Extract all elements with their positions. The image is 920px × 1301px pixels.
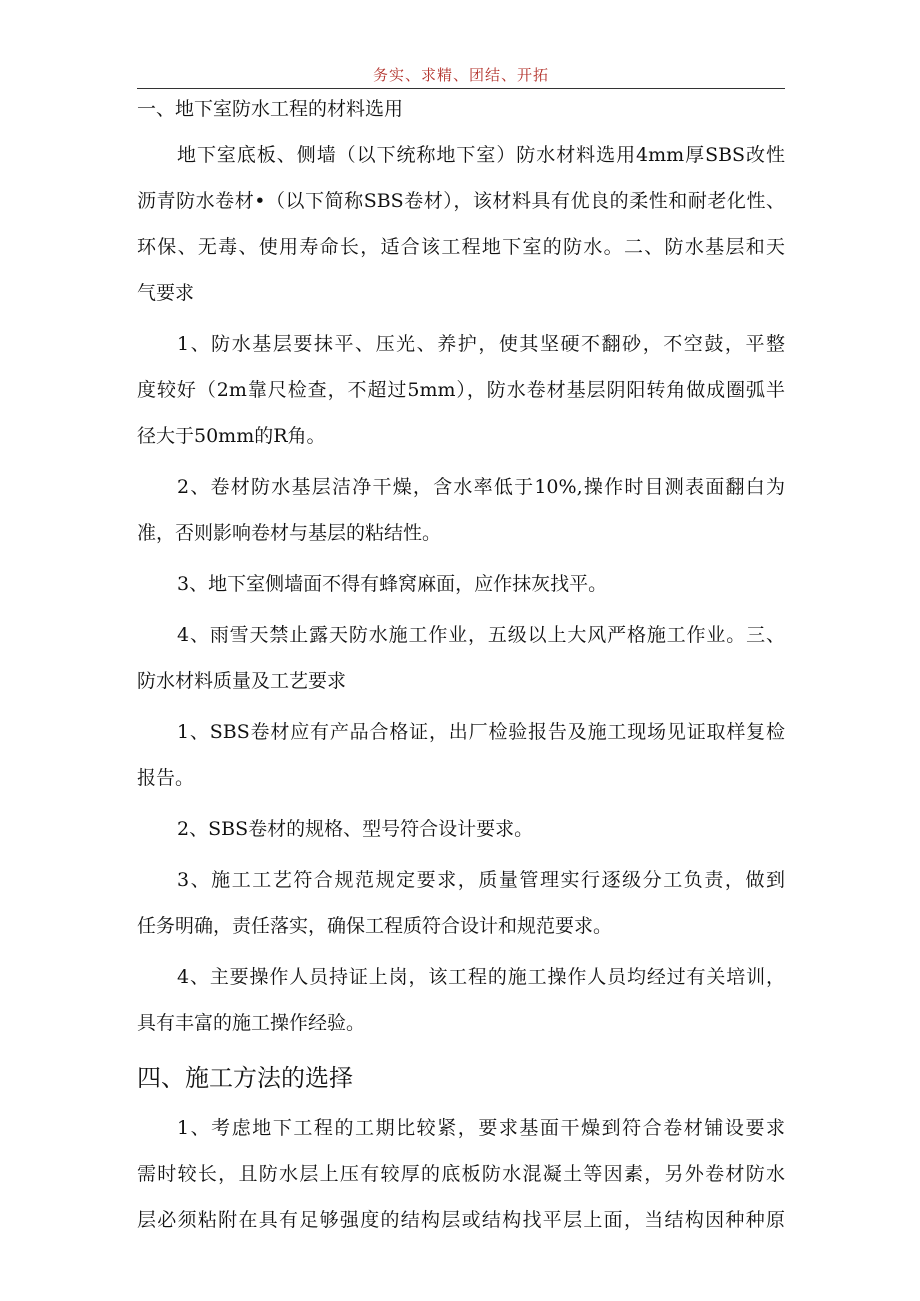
paragraph-line: 3、施工工艺符合规范规定要求，质量管理实行逐级分工负责，做到 bbox=[177, 869, 785, 891]
paragraph-line: 1、SBS卷材应有产品合格证，出厂检验报告及施工现场见证取样复检 bbox=[177, 721, 785, 743]
paragraph-base-item-1 bbox=[137, 321, 785, 459]
paragraph-line: 2、卷材防水基层洁净干燥，含水率低于10%,操作时目测表面翻白为 bbox=[177, 476, 785, 498]
paragraph-line: 径大于50mm的R角。 bbox=[137, 425, 326, 447]
paragraph-methods-item-1 bbox=[137, 1105, 785, 1243]
paragraph-base-item-4 bbox=[137, 612, 785, 704]
paragraph-line: 地下室底板、侧墙（以下统称地下室）防水材料选用4mm厚SBS改性 bbox=[177, 144, 785, 166]
paragraph-line: 防水材料质量及工艺要求 bbox=[137, 670, 347, 692]
paragraph-quality-item-2 bbox=[137, 806, 785, 852]
document-body bbox=[137, 86, 785, 1243]
paragraph-line: 4、雨雪天禁止露天防水施工作业，五级以上大风严格施工作业。三、 bbox=[177, 624, 785, 646]
paragraph-line: 2、SBS卷材的规格、型号符合设计要求。 bbox=[177, 818, 534, 840]
section-heading-methods: 四、施工方法的选择 bbox=[137, 1064, 353, 1092]
paragraph-line: 任务明确，责任落实，确保工程质符合设计和规范要求。 bbox=[137, 915, 613, 937]
paragraph-line: 4、主要操作人员持证上岗，该工程的施工操作人员均经过有关培训， bbox=[177, 966, 785, 988]
paragraph-line: 具有丰富的施工操作经验。 bbox=[137, 1012, 366, 1034]
header-slogan: 务实、求精、团结、开拓 bbox=[372, 66, 549, 84]
paragraph-line: 3、地下室侧墙面不得有蜂窝麻面，应作抹灰找平。 bbox=[177, 573, 608, 595]
paragraph-line: 准，否则影响卷材与基层的粘结性。 bbox=[137, 522, 442, 544]
paragraph-line: 度较好（2m靠尺检查，不超过5mm），防水卷材基层阴阳转角做成圈弧半 bbox=[137, 379, 785, 401]
paragraph-line: 层必须粘附在具有足够强度的结构层或结构找平层上面，当结构因种种原 bbox=[137, 1209, 785, 1231]
paragraph-line: 气要求 bbox=[137, 282, 195, 304]
paragraph-line: 1、防水基层要抹平、压光、养护，使其坚硬不翻砂，不空鼓，平整 bbox=[177, 333, 785, 355]
paragraph-line: 报告。 bbox=[137, 767, 195, 789]
paragraph-line: 沥青防水卷材•（以下简称SBS卷材），该材料具有优良的柔性和耐老化性、 bbox=[137, 190, 785, 212]
paragraph-quality-item-3 bbox=[137, 857, 785, 949]
paragraph-base-item-2 bbox=[137, 464, 785, 556]
paragraph-base-item-3 bbox=[137, 561, 785, 607]
paragraph-quality-item-1 bbox=[137, 709, 785, 801]
paragraph-line: 1、考虑地下工程的工期比较紧，要求基面干燥到符合卷材铺设要求 bbox=[177, 1117, 785, 1139]
paragraph-materials bbox=[137, 132, 785, 316]
paragraph-quality-item-4 bbox=[137, 954, 785, 1046]
section-heading-materials: 一、地下室防水工程的材料选用 bbox=[137, 98, 404, 120]
paragraph-line: 需时较长，且防水层上压有较厚的底板防水混凝土等因素，另外卷材防水 bbox=[137, 1163, 785, 1185]
paragraph-line: 环保、无毒、使用寿命长，适合该工程地下室的防水。二、防水基层和天 bbox=[137, 236, 785, 258]
